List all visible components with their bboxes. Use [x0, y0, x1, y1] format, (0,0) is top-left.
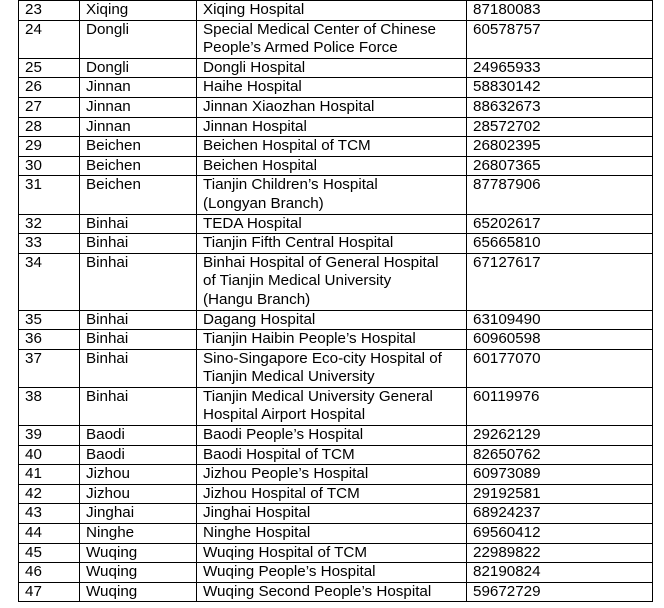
- phone-number-cell: 60973089: [467, 465, 653, 485]
- phone-number-cell: 87180083: [467, 1, 653, 21]
- hospital-name-line: Jizhou People’s Hospital: [203, 465, 369, 483]
- district-cell: Beichen: [80, 137, 197, 157]
- table-row: [19, 445, 653, 465]
- hospital-name-line: Tianjin Children’s Hospital: [203, 176, 378, 194]
- district-cell: Wuqing: [80, 543, 197, 563]
- district-cell: Dongli: [80, 58, 197, 78]
- hospital-name-line: Tianjin Medical University General: [203, 387, 433, 405]
- phone-number-cell: 60177070: [467, 349, 653, 387]
- hospital-name-line: Beichen Hospital: [203, 156, 317, 174]
- hospital-name-cell: [197, 563, 467, 583]
- row-number-cell: 39: [19, 426, 80, 446]
- district-cell: Binhai: [80, 214, 197, 234]
- phone-number-cell: 26807365: [467, 156, 653, 176]
- hospital-name-line: Baodi Hospital of TCM: [203, 445, 355, 463]
- phone-number-cell: 60119976: [467, 387, 653, 425]
- hospital-name-line: Jinghai Hospital: [203, 504, 311, 522]
- hospital-name-line: Tianjin Haibin People’s Hospital: [203, 330, 416, 348]
- phone-number-cell: 28572702: [467, 117, 653, 137]
- phone-number-cell: 65665810: [467, 234, 653, 254]
- district-cell: Baodi: [80, 426, 197, 446]
- phone-number-cell: 87787906: [467, 176, 653, 214]
- phone-number-cell: 82190824: [467, 563, 653, 583]
- hospital-name-cell: [197, 58, 467, 78]
- table-row: [19, 97, 653, 117]
- row-number-cell: 45: [19, 543, 80, 563]
- table-row: [19, 310, 653, 330]
- phone-number-cell: 63109490: [467, 310, 653, 330]
- district-cell: Binhai: [80, 310, 197, 330]
- hospital-name-line: Haihe Hospital: [203, 78, 302, 96]
- row-number-cell: 41: [19, 465, 80, 485]
- hospital-name-line: Dongli Hospital: [203, 58, 306, 76]
- hospital-name-line: Jinnan Hospital: [203, 117, 307, 135]
- hospital-name-line: (Longyan Branch): [203, 194, 324, 212]
- table-row: [19, 20, 653, 58]
- hospital-name-cell: [197, 117, 467, 137]
- hospital-name-cell: [197, 20, 467, 58]
- table-row: [19, 253, 653, 310]
- table-row: [19, 582, 653, 602]
- table-row: [19, 543, 653, 563]
- row-number-cell: 31: [19, 176, 80, 214]
- hospital-name-line: Ninghe Hospital: [203, 524, 311, 542]
- row-number-cell: 27: [19, 97, 80, 117]
- table-row: [19, 563, 653, 583]
- district-cell: Ninghe: [80, 524, 197, 544]
- hospital-name-cell: [197, 137, 467, 157]
- phone-number-cell: 68924237: [467, 504, 653, 524]
- table-row: [19, 524, 653, 544]
- district-cell: Dongli: [80, 20, 197, 58]
- district-cell: Baodi: [80, 445, 197, 465]
- row-number-cell: 37: [19, 349, 80, 387]
- table-row: [19, 426, 653, 446]
- district-cell: Binhai: [80, 234, 197, 254]
- row-number-cell: 32: [19, 214, 80, 234]
- phone-number-cell: 67127617: [467, 253, 653, 310]
- table-row: [19, 137, 653, 157]
- table-row: [19, 465, 653, 485]
- table-row: [19, 387, 653, 425]
- row-number-cell: 38: [19, 387, 80, 425]
- hospital-name-line: TEDA Hospital: [203, 214, 302, 232]
- phone-number-cell: 69560412: [467, 524, 653, 544]
- hospital-name-cell: [197, 484, 467, 504]
- district-cell: Jizhou: [80, 484, 197, 504]
- phone-number-cell: 29192581: [467, 484, 653, 504]
- hospital-name-cell: [197, 349, 467, 387]
- phone-number-cell: 65202617: [467, 214, 653, 234]
- district-cell: Beichen: [80, 176, 197, 214]
- hospital-name-line: Jinnan Xiaozhan Hospital: [203, 97, 375, 115]
- table-row: [19, 78, 653, 98]
- hospital-name-cell: [197, 465, 467, 485]
- hospital-name-line: Baodi People’s Hospital: [203, 426, 364, 444]
- phone-number-cell: 60578757: [467, 20, 653, 58]
- hospital-name-cell: [197, 387, 467, 425]
- hospital-name-cell: [197, 310, 467, 330]
- hospital-name-line: Dagang Hospital: [203, 310, 316, 328]
- hospital-directory-table: [18, 0, 653, 602]
- district-cell: Wuqing: [80, 563, 197, 583]
- hospital-name-cell: [197, 445, 467, 465]
- table-row: [19, 330, 653, 350]
- table-row: [19, 504, 653, 524]
- row-number-cell: 26: [19, 78, 80, 98]
- table-row: [19, 117, 653, 137]
- row-number-cell: 40: [19, 445, 80, 465]
- row-number-cell: 23: [19, 1, 80, 21]
- hospital-name-cell: [197, 543, 467, 563]
- district-cell: Binhai: [80, 349, 197, 387]
- hospital-name-line: Tianjin Fifth Central Hospital: [203, 234, 394, 252]
- hospital-name-line: Binhai Hospital of General Hospital: [203, 253, 439, 271]
- hospital-name-line: People’s Armed Police Force: [203, 39, 398, 57]
- hospital-name-line: Tianjin Medical University: [203, 368, 375, 386]
- hospital-name-line: Wuqing People’s Hospital: [203, 563, 376, 581]
- hospital-name-cell: [197, 78, 467, 98]
- row-number-cell: 35: [19, 310, 80, 330]
- district-cell: Jinghai: [80, 504, 197, 524]
- phone-number-cell: 22989822: [467, 543, 653, 563]
- hospital-name-line: Sino-Singapore Eco-city Hospital of: [203, 349, 442, 367]
- hospital-name-line: Special Medical Center of Chinese: [203, 20, 436, 38]
- district-cell: Beichen: [80, 156, 197, 176]
- row-number-cell: 43: [19, 504, 80, 524]
- row-number-cell: 24: [19, 20, 80, 58]
- table-row: [19, 349, 653, 387]
- hospital-name-line: Wuqing Hospital of TCM: [203, 543, 368, 561]
- row-number-cell: 29: [19, 137, 80, 157]
- table-row: [19, 484, 653, 504]
- hospital-name-line: Jizhou Hospital of TCM: [203, 484, 360, 502]
- row-number-cell: 46: [19, 563, 80, 583]
- hospital-name-line: of Tianjin Medical University: [203, 272, 392, 290]
- row-number-cell: 30: [19, 156, 80, 176]
- district-cell: Binhai: [80, 330, 197, 350]
- row-number-cell: 25: [19, 58, 80, 78]
- hospital-name-cell: [197, 156, 467, 176]
- hospital-name-line: Xiqing Hospital: [203, 1, 305, 18]
- phone-number-cell: 82650762: [467, 445, 653, 465]
- table-row: [19, 176, 653, 214]
- hospital-name-cell: [197, 97, 467, 117]
- phone-number-cell: 60960598: [467, 330, 653, 350]
- table-body: [19, 1, 653, 602]
- row-number-cell: 34: [19, 253, 80, 310]
- hospital-name-cell: [197, 426, 467, 446]
- hospital-name-line: (Hangu Branch): [203, 290, 311, 308]
- table-row: [19, 58, 653, 78]
- phone-number-cell: 58830142: [467, 78, 653, 98]
- row-number-cell: 28: [19, 117, 80, 137]
- district-cell: Wuqing: [80, 582, 197, 602]
- phone-number-cell: 59672729: [467, 582, 653, 602]
- hospital-name-cell: [197, 1, 467, 21]
- phone-number-cell: 24965933: [467, 58, 653, 78]
- district-cell: Jinnan: [80, 97, 197, 117]
- district-cell: Binhai: [80, 253, 197, 310]
- hospital-name-cell: [197, 582, 467, 602]
- district-cell: Xiqing: [80, 1, 197, 21]
- table-row: [19, 1, 653, 21]
- table-row: [19, 234, 653, 254]
- row-number-cell: 47: [19, 582, 80, 602]
- row-number-cell: 44: [19, 524, 80, 544]
- table-row: [19, 214, 653, 234]
- hospital-name-line: Hospital Airport Hospital: [203, 406, 366, 424]
- hospital-name-line: Wuqing Second People’s Hospital: [203, 582, 432, 600]
- row-number-cell: 33: [19, 234, 80, 254]
- row-number-cell: 42: [19, 484, 80, 504]
- hospital-name-cell: [197, 524, 467, 544]
- hospital-name-cell: [197, 253, 467, 310]
- table-row: [19, 156, 653, 176]
- hospital-name-line: Beichen Hospital of TCM: [203, 137, 371, 155]
- hospital-name-cell: [197, 504, 467, 524]
- phone-number-cell: 88632673: [467, 97, 653, 117]
- hospital-name-cell: [197, 234, 467, 254]
- row-number-cell: 36: [19, 330, 80, 350]
- phone-number-cell: 26802395: [467, 137, 653, 157]
- district-cell: Binhai: [80, 387, 197, 425]
- hospital-name-cell: [197, 214, 467, 234]
- phone-number-cell: 29262129: [467, 426, 653, 446]
- hospital-name-cell: [197, 330, 467, 350]
- district-cell: Jinnan: [80, 117, 197, 137]
- district-cell: Jizhou: [80, 465, 197, 485]
- district-cell: Jinnan: [80, 78, 197, 98]
- hospital-name-cell: [197, 176, 467, 214]
